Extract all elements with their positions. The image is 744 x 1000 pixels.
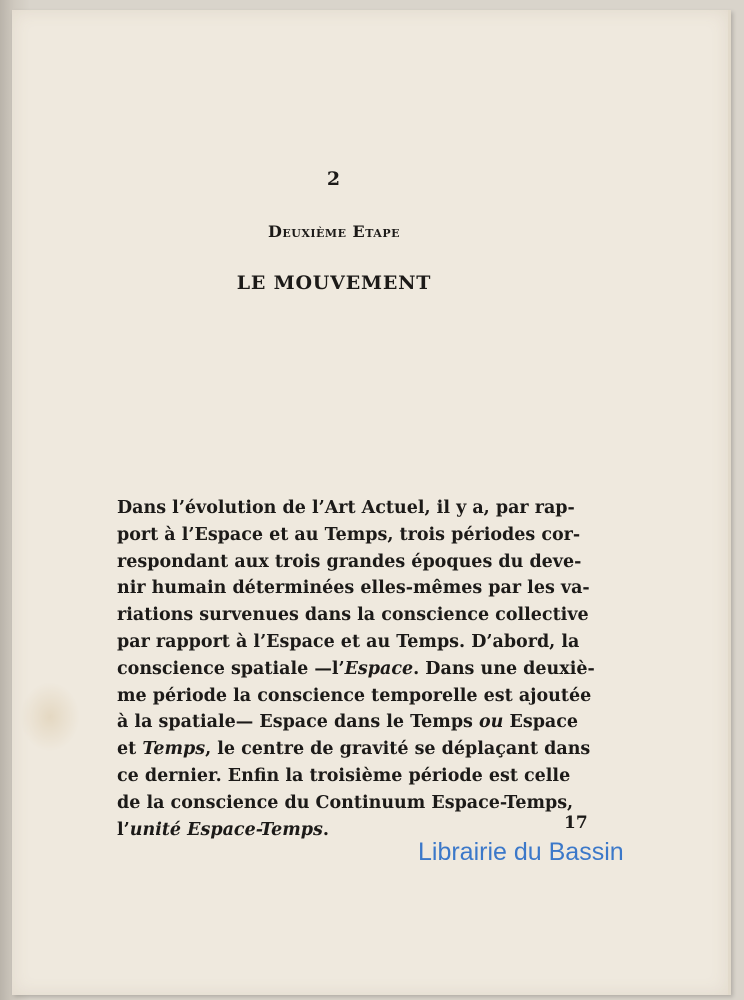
text-line: port à l’Espace et au Temps, trois périodes cor- (117, 524, 581, 545)
italic-term: Temps (142, 739, 206, 760)
watermark: Librairie du Bassin (418, 838, 624, 866)
text-segment: conscience spatiale —l’ (117, 658, 345, 679)
italic-term: ou (479, 712, 504, 733)
section-title: LE MOUVEMENT (236, 272, 432, 294)
text-line: par rapport à l’Espace et au Temps. D’abord, la (117, 631, 580, 652)
text-line (117, 736, 591, 763)
text-segment: l’ (117, 819, 130, 840)
text-segment: et (117, 739, 143, 760)
text-segment: . (322, 819, 329, 840)
text-line: respondant aux trois grandes époques du deve- (117, 551, 582, 572)
page-stain (20, 682, 80, 752)
text-segment: à la spatiale— Espace dans le Temps (117, 712, 479, 733)
text-line (117, 656, 595, 683)
stage-title: Deuxième Etape (267, 222, 401, 241)
text-line: me période la conscience temporelle est ajoutée (117, 685, 592, 706)
italic-term: Espace (344, 658, 414, 679)
chapter-number: 2 (326, 168, 342, 190)
text-segment: . Dans une deuxiè- (413, 658, 595, 679)
text-segment: Espace (503, 712, 579, 733)
text-line: Dans l’évolution de l’Art Actuel, il y a, par rap- (117, 498, 575, 518)
text-segment: , le centre de gravité se déplaçant dans (205, 739, 591, 760)
text-line: nir humain déterminées elles-mêmes par les va- (117, 578, 590, 599)
page-number: 17 (564, 813, 588, 833)
text-line: de la conscience du Continuum Espace-Temps, (117, 792, 574, 813)
italic-term: unité Espace-Temps (129, 819, 323, 840)
text-line: riations survenues dans la conscience collective (117, 605, 589, 626)
text-line (117, 709, 579, 736)
text-line: ce dernier. Enfin la troisième période est celle (117, 765, 571, 786)
